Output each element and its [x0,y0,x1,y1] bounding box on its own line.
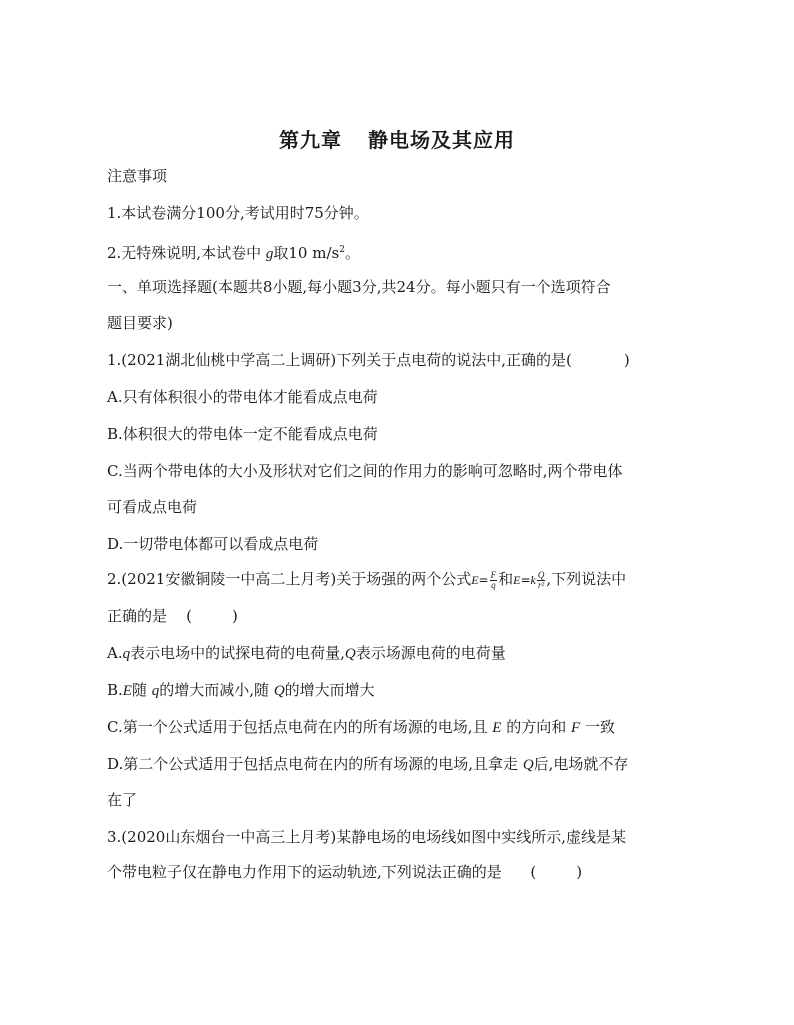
q2-option-d-line1: D.第二个公式适用于包括点电荷在内的所有场源的电场,且拿走 Q后,电场就不存 [107,755,629,773]
notes-heading: 注意事项 [107,167,168,185]
formula-f-over-q: $\frac{F}{q}$ [490,569,497,590]
q3-stem-line1: 3.(2020山东烟台一中高三上月考)某静电场的电场线如图中实线所示,虚线是某 [107,828,626,846]
q2-option-c: C.第一个公式适用于包括点电荷在内的所有场源的电场,且 E 的方向和 F 一致 [107,718,615,736]
q2-option-d-line2: 在了 [107,791,138,809]
q2-option-b: B.E随 q的增大而减小,随 Q的增大而增大 [107,681,375,699]
q2-stem-line1: 2.(2021安徽铜陵一中高二上月考)关于场强的两个公式E= $\frac{F}{q}$ 和E=k $\frac{Q}{\text{r²}}$ ,下列说法中 [107,569,627,590]
q2-option-a: A.q表示电场中的试探电荷的电荷量,Q表示场源电荷的电荷量 [107,644,506,662]
section-heading-line1: 一、单项选择题(本题共8小题,每小题3分,共24分。每小题只有一个选项符合 [107,278,611,296]
q2-stem-line2: 正确的是 ( ) [107,607,238,625]
q1-stem: 1.(2021湖北仙桃中学高二上调研)下列关于点电荷的说法中,正确的是( ) [107,351,630,369]
q1-option-c-line1: C.当两个带电体的大小及形状对它们之间的作用力的影响可忽略时,两个带电体 [107,462,623,480]
note-item-1: 1.本试卷满分100分,考试用时75分钟。 [107,204,369,222]
section-heading-line2: 题目要求) [107,314,173,332]
formula-q-over-r2: $\frac{Q}{\text{r²}}$ [537,569,545,590]
chapter-name: 静电场及其应用 [368,128,515,152]
q1-option-d: D.一切带电体都可以看成点电荷 [107,535,319,553]
page-title [0,124,794,153]
chapter-number: 第九章 [279,128,342,152]
q3-stem-line2: 个带电粒子仅在静电力作用下的运动轨迹,下列说法正确的是 ( ) [107,863,583,881]
q1-option-a: A.只有体积很小的带电体才能看成点电荷 [107,388,378,406]
q1-option-b: B.体积很大的带电体一定不能看成点电荷 [107,425,378,443]
q1-option-c-line2: 可看成点电荷 [107,498,198,516]
note-item-2: 2.无特殊说明,本试卷中 g取10 $m/s^2$。 [107,244,360,262]
